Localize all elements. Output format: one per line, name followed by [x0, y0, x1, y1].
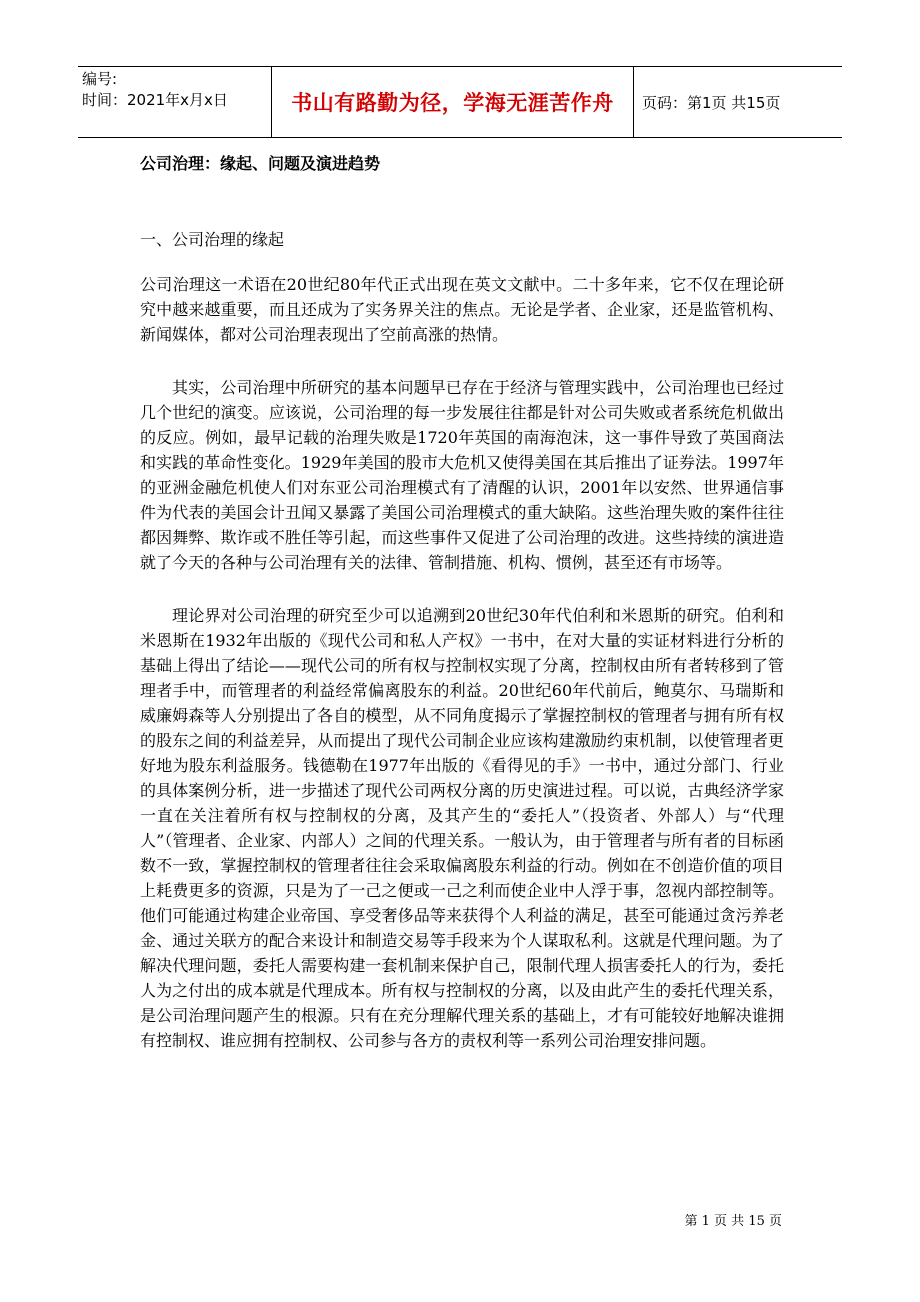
paragraph: 公司治理这一术语在20世纪80年代正式出现在英文文献中。二十多年来，它不仅在理论研究中越来越重要，而且还成为了实务界关注的焦点。无论是学者、企业家，还是监管机构、新闻媒体，都对公司治理表现出了空前高涨的热情。 — [140, 275, 784, 344]
serial-number-label: 编号: — [82, 70, 118, 88]
header-motto: 书山有路勤为径，学海无涯苦作舟 — [291, 91, 614, 115]
page-footer: 第 1 页 共 15 页 — [684, 1214, 782, 1229]
paragraph: 其实，公司治理中所研究的基本问题早已存在于经济与管理实践中，公司治理也已经过几个世纪的演变。应该说，公司治理的每一步发展往往都是针对公司失败或者系统危机做出的反应。例如，最早记载的治理失败是1720年英国的南海泡沫，这一事件导致了英国商法和实践的革命性变化。1929年美国的股市大危机又使得美国在其后推出了证券法。1997年的亚洲金融危机使人们对东亚公司治理模式有了清醒的认识，2001年以安然、世界通信事件为代表的美国会计丑闻又暴露了美国公司治理模式的重大缺陷。这些治理失败的案件往往都因舞弊、欺诈或不胜任等引起，而这些事件又促进了公司治理的改进。这些持续的演进造就了今天的各种与公司治理有关的法律、管制措施、机构、惯例，甚至还有市场等。 — [140, 378, 784, 572]
header-motto-cell — [272, 67, 634, 137]
paragraph: 理论界对公司治理的研究至少可以追溯到20世纪30年代伯利和米恩斯的研究。伯利和米恩斯在1932年出版的《现代公司和私人产权》一书中，在对大量的实证材料进行分析的基础上得出了结论——现代公司的所有权与控制权实现了分离，控制权由所有者转移到了管理者手中，而管理者的利益经常偏离股东的利益。20世纪60年代前后，鲍莫尔、马瑞斯和威廉姆森等人分别提出了各自的模型，从不同角度揭示了掌握控制权的管理者与拥有所有权的股东之间的利益差异，从而提出了现代公司制企业应该构建激励约束机制，以使管理者更好地为股东利益服务。钱德勒在1977年出版的《看得见的手》一书中，通过分部门、行业的具体案例分析，进一步描述了现代公司两权分离的历史演进过程。可以说，古典经济学家一直在关注着所有权与控制权的分离，及其产生的“委托人”（投资者、外部人）与“代理人”（管理者、企业家、内部人）之间的代理关系。一般认为，由于管理者与所有者的目标函数不一致，掌握控制权的管理者往往会采取偏离股东利益的行动。例如在不创造价值的项目上耗费更多的资源，只是为了一己之便或一己之利而使企业中人浮于事，忽视内部控制等。他们可能通过构建企业帝国、享受奢侈品等来获得个人利益的满足，甚至可能通过贪污养老金、通过关联方的配合来设计和制造交易等手段来为个人谋取私利。这就是代理问题。为了解决代理问题，委托人需要构建一套机制来保护自己，限制代理人损害委托人的行为，委托人为之付出的成本就是代理成本。所有权与控制权的分离，以及由此产生的委托代理关系，是公司治理问题产生的根源。只有在充分理解代理关系的基础上，才有可能较好地解决谁拥有控制权、谁应拥有控制权、公司参与各方的责权利等一系列公司治理安排问题。 — [140, 606, 784, 1050]
section-heading: 一、公司治理的缘起 — [140, 230, 285, 249]
document-title: 公司治理：缘起、问题及演进趋势 — [140, 154, 381, 173]
page-header — [78, 66, 842, 138]
header-page-cell — [634, 67, 842, 137]
header-meta-cell — [78, 67, 272, 137]
document-body — [140, 152, 784, 1081]
header-page-info: 页码：第1页 共15页 — [642, 93, 781, 112]
date-label: 时间：2021年x月x日 — [82, 91, 228, 109]
